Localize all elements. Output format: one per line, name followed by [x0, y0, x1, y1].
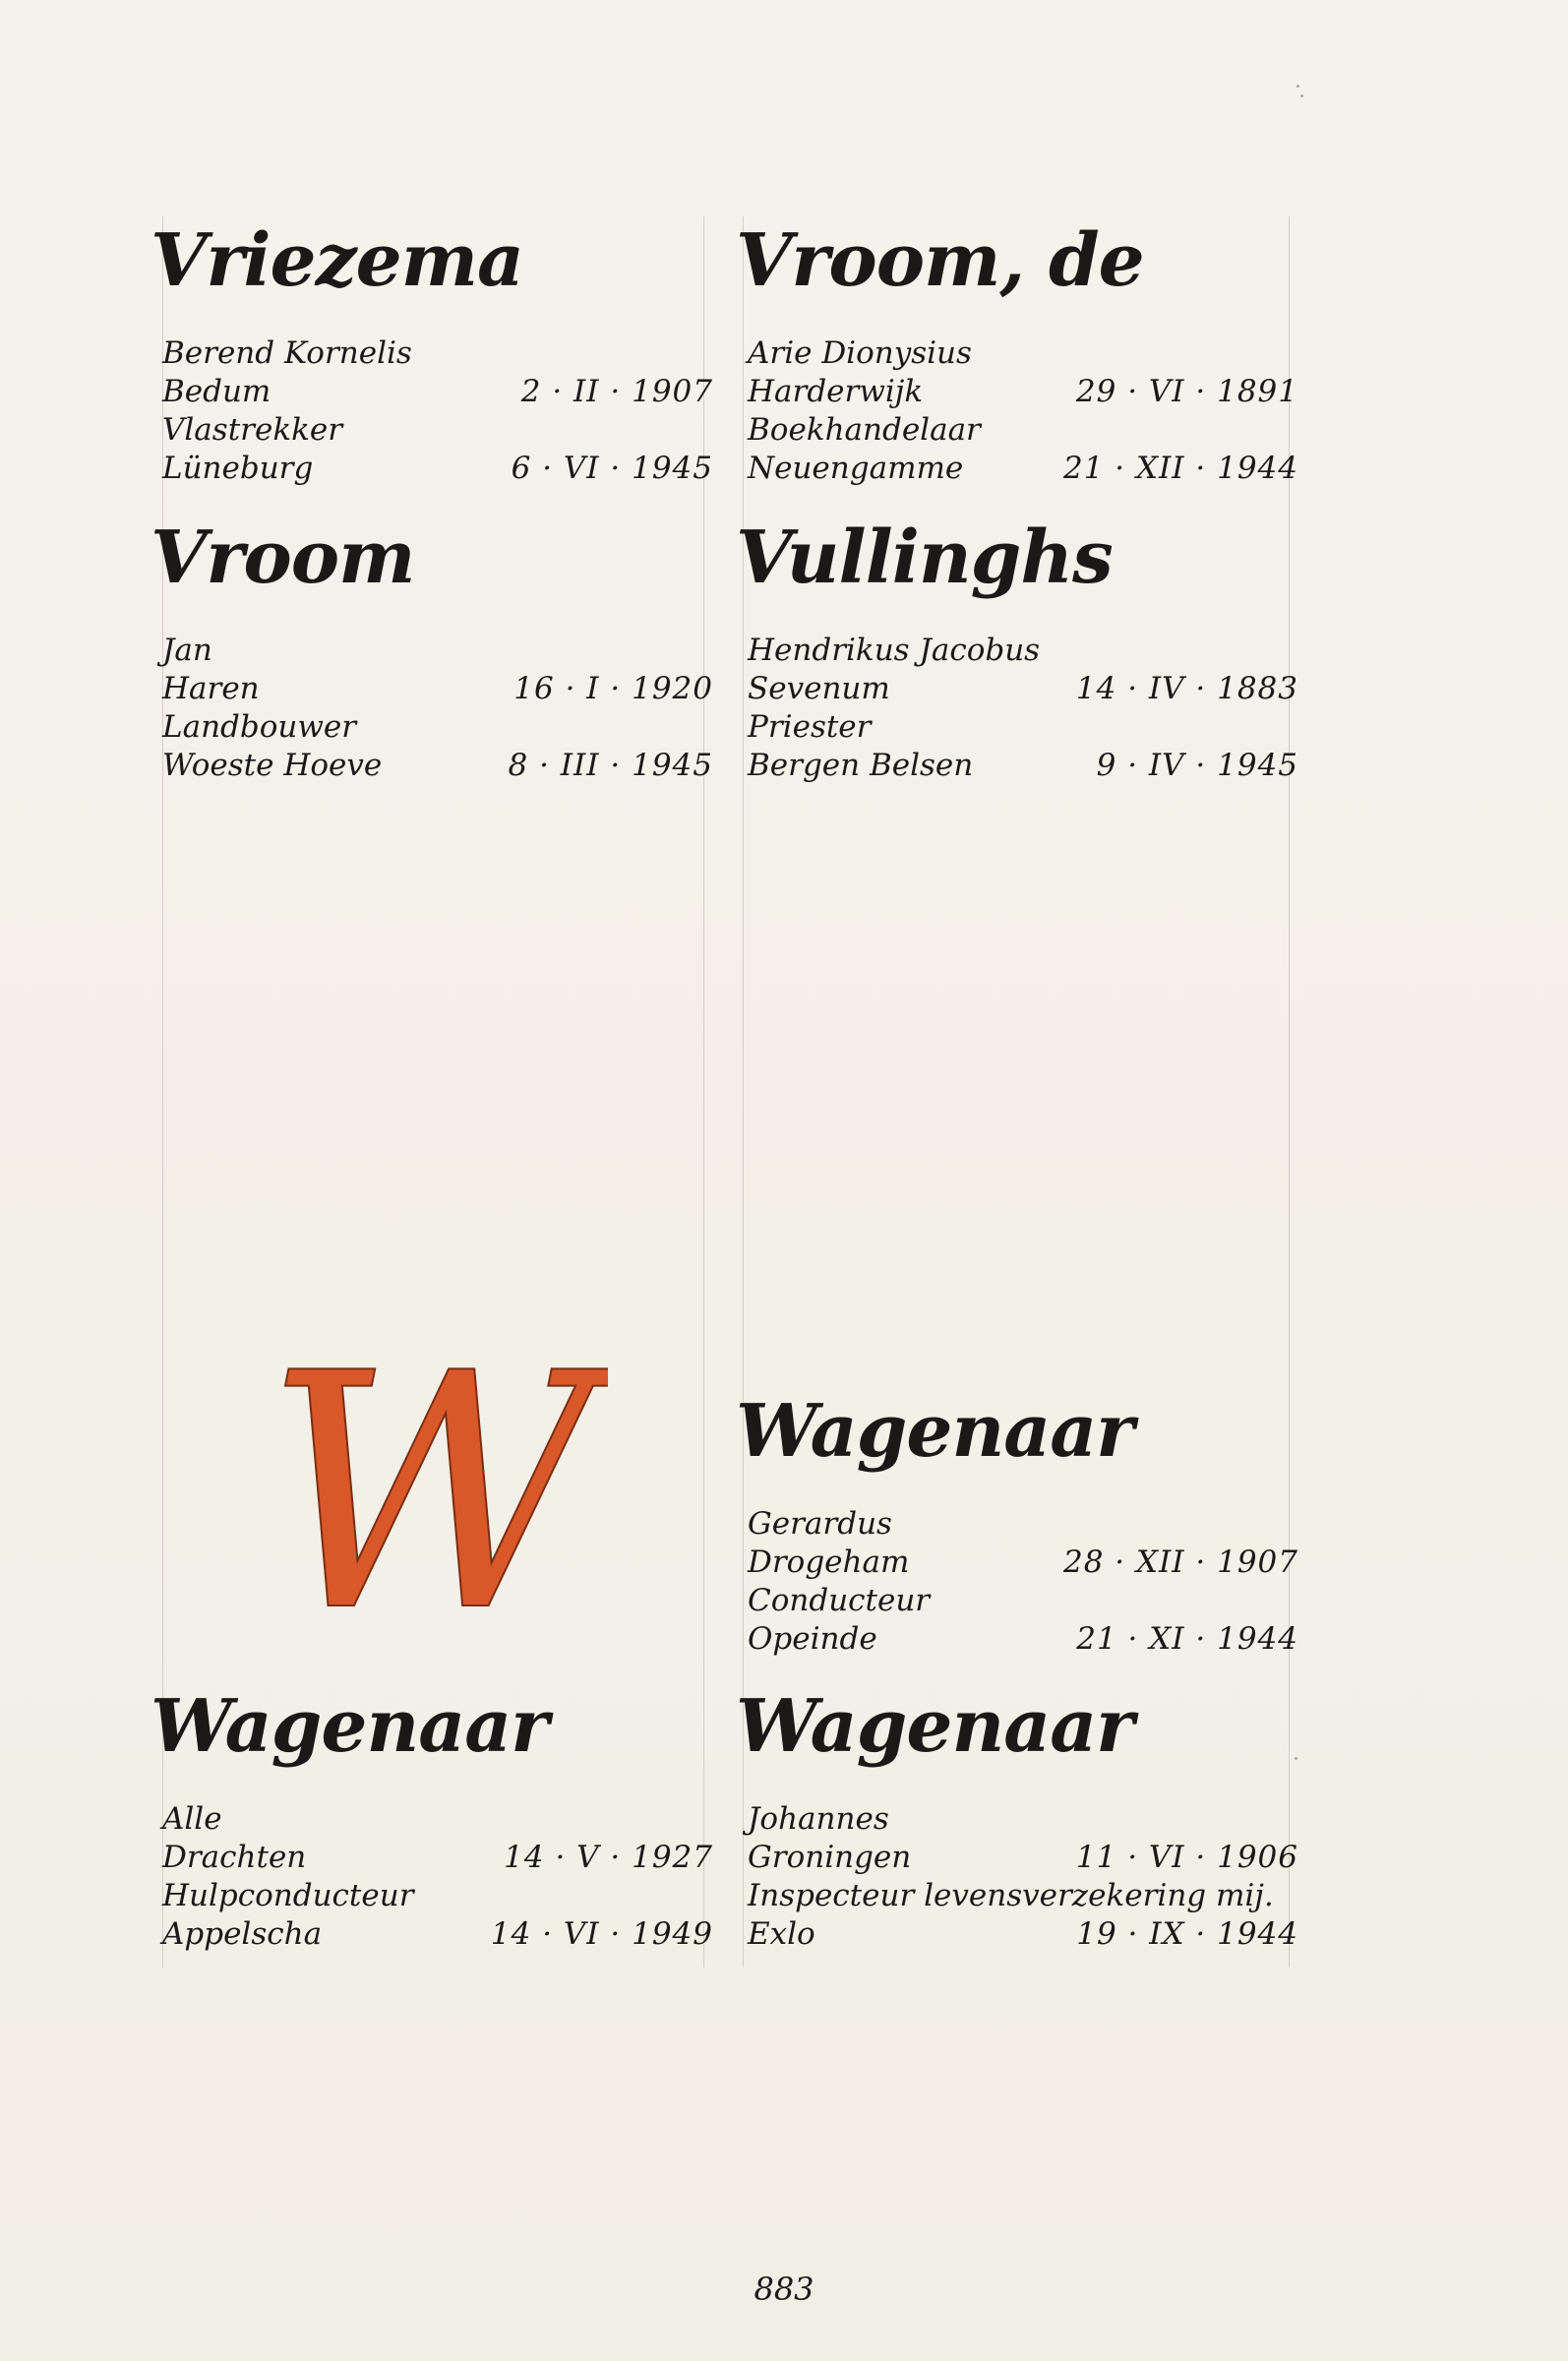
occupation: Hulpconducteur	[162, 1878, 414, 1913]
memorial-entry	[736, 1389, 1298, 1659]
memorial-entry	[151, 1684, 713, 1954]
entry-row	[162, 1877, 713, 1915]
entry-row	[162, 1915, 713, 1954]
birth-date: 11 · VI · 1906	[1075, 1840, 1298, 1875]
entry-row	[162, 373, 713, 411]
birthplace: Sevenum	[748, 671, 890, 706]
paper-speck	[1297, 85, 1299, 88]
surname-heading: Wagenaar	[151, 1684, 549, 1769]
paper-speck	[1300, 94, 1303, 97]
given-names: Gerardus	[748, 1506, 892, 1542]
entry-row	[162, 1839, 713, 1877]
entry-row	[748, 334, 1298, 373]
place-of-death: Bergen Belsen	[748, 748, 974, 783]
occupation: Vlastrekker	[162, 412, 343, 448]
entry-row	[162, 747, 713, 785]
surname-heading: Vullinghs	[736, 515, 1113, 600]
entry-row	[748, 632, 1298, 670]
entry-row	[748, 747, 1298, 785]
birth-date: 2 · II · 1907	[520, 374, 713, 409]
birth-date: 29 · VI · 1891	[1075, 374, 1298, 409]
memorial-entry	[736, 515, 1298, 785]
birthplace: Haren	[162, 671, 260, 706]
surname-heading: Vroom, de	[736, 218, 1144, 303]
surname-heading: Wagenaar	[736, 1684, 1134, 1769]
place-of-death: Opeinde	[748, 1621, 877, 1657]
birthplace: Drogeham	[748, 1544, 910, 1580]
occupation: Conducteur	[748, 1583, 931, 1618]
death-date: 14 · VI · 1949	[490, 1916, 713, 1952]
given-names: Arie Dionysius	[748, 335, 972, 371]
entry-row	[748, 450, 1298, 488]
place-of-death: Exlo	[748, 1916, 815, 1952]
paper-speck	[1295, 1757, 1297, 1760]
death-date: 21 · XI · 1944	[1076, 1621, 1298, 1657]
entry-row	[162, 708, 713, 747]
surname-heading: Vroom	[151, 515, 415, 600]
page-number: 883	[754, 2270, 814, 2308]
place-of-death: Neuengamme	[748, 451, 964, 486]
birthplace: Harderwijk	[748, 374, 924, 409]
death-date: 8 · III · 1945	[508, 748, 713, 783]
occupation: Priester	[748, 709, 872, 745]
entry-row	[748, 1582, 1298, 1620]
memorial-entry	[736, 1684, 1298, 1954]
entry-row	[748, 1915, 1298, 1954]
entry-row	[748, 1877, 1298, 1915]
entry-row	[162, 450, 713, 488]
initial-letter	[254, 1348, 608, 1643]
entry-row	[748, 1800, 1298, 1839]
birth-date: 14 · V · 1927	[504, 1840, 713, 1875]
surname-heading: Vriezema	[151, 218, 523, 303]
memorial-entry	[151, 218, 713, 488]
entry-row	[162, 411, 713, 450]
given-names: Alle	[162, 1801, 222, 1837]
given-names: Berend Kornelis	[162, 335, 412, 371]
entry-row	[748, 1505, 1298, 1544]
occupation: Inspecteur levensverzekering mij.	[748, 1878, 1274, 1913]
entry-row	[748, 1544, 1298, 1582]
memorial-entry	[151, 515, 713, 785]
entry-row	[162, 632, 713, 670]
death-date: 19 · IX · 1944	[1076, 1916, 1298, 1952]
place-of-death: Lüneburg	[162, 451, 314, 486]
birthplace: Drachten	[162, 1840, 307, 1875]
occupation: Boekhandelaar	[748, 412, 981, 448]
given-names: Jan	[162, 633, 212, 668]
initial-letter-glyph: W	[264, 1348, 598, 1643]
given-names: Hendrikus Jacobus	[748, 633, 1041, 668]
entry-row	[748, 670, 1298, 708]
entry-row	[748, 411, 1298, 450]
birthplace: Bedum	[162, 374, 271, 409]
birth-date: 28 · XII · 1907	[1062, 1544, 1298, 1580]
entry-row	[162, 334, 713, 373]
birthplace: Groningen	[748, 1840, 912, 1875]
entry-row	[748, 1620, 1298, 1659]
birth-date: 14 · IV · 1883	[1075, 671, 1298, 706]
place-of-death: Appelscha	[162, 1916, 323, 1952]
entry-row	[162, 670, 713, 708]
entry-row	[748, 373, 1298, 411]
entry-row	[748, 1839, 1298, 1877]
entry-row	[748, 708, 1298, 747]
occupation: Landbouwer	[162, 709, 357, 745]
memorial-entry	[736, 218, 1298, 488]
death-date: 6 · VI · 1945	[511, 451, 713, 486]
entry-row	[162, 1800, 713, 1839]
birth-date: 16 · I · 1920	[513, 671, 713, 706]
death-date: 9 · IV · 1945	[1096, 748, 1298, 783]
death-date: 21 · XII · 1944	[1062, 451, 1298, 486]
surname-heading: Wagenaar	[736, 1389, 1134, 1474]
given-names: Johannes	[748, 1801, 889, 1837]
place-of-death: Woeste Hoeve	[162, 748, 383, 783]
